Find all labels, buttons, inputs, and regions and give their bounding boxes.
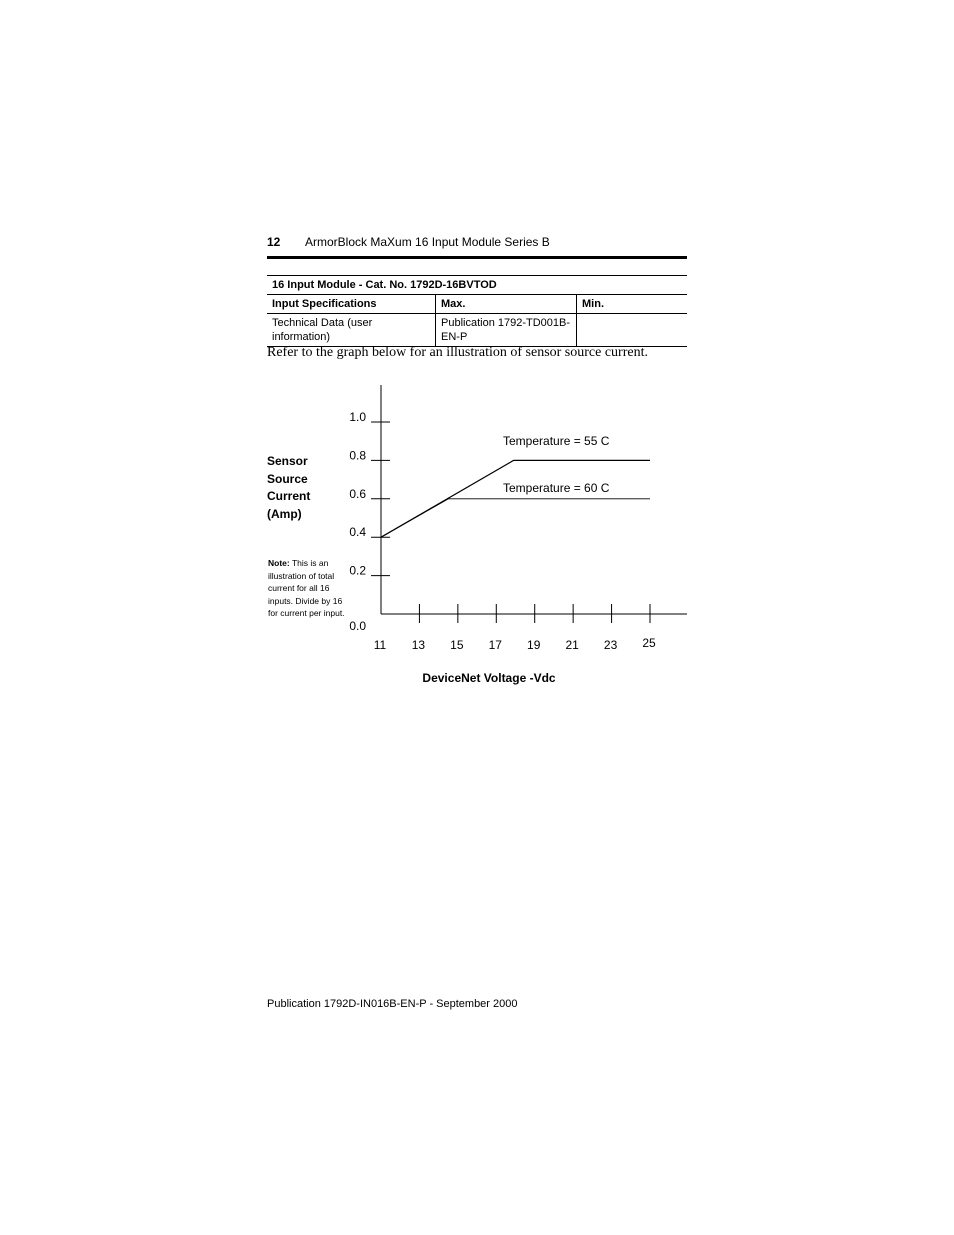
y-tick-label: 0.0 xyxy=(349,619,366,633)
x-tick-label: 25 xyxy=(642,636,656,650)
x-tick-label: 19 xyxy=(527,638,541,652)
spec-cell-max: Publication 1792-TD001B-EN-P xyxy=(436,314,577,347)
spec-header-input-specs: Input Specifications xyxy=(267,295,436,314)
note-label: Note: xyxy=(268,558,290,568)
spec-cell-label: Technical Data (user information) xyxy=(267,314,436,347)
y-axis-label-line: (Amp) xyxy=(267,506,302,521)
page-number: 12 xyxy=(267,235,281,249)
series-line xyxy=(381,499,650,537)
y-tick-label: 0.6 xyxy=(349,486,366,501)
y-axis-label-line: Source xyxy=(267,471,308,486)
y-tick-label: 0.4 xyxy=(349,525,366,540)
y-tick-label: 0.8 xyxy=(349,448,366,463)
x-axis-label: DeviceNet Voltage -Vdc xyxy=(422,671,556,685)
series-label: Temperature = 60 C xyxy=(503,481,610,495)
x-tick-label: 17 xyxy=(488,638,502,652)
y-tick-label: 0.2 xyxy=(349,563,366,578)
x-tick-label: 21 xyxy=(565,638,579,652)
note-text: This is an illustration of total current for all 16 inputs. Divide by 16 for current per input. xyxy=(268,558,345,618)
y-tick-label: 1.0 xyxy=(349,410,366,424)
series-label: Temperature = 55 C xyxy=(503,434,610,448)
y-axis-label-line: Current xyxy=(267,489,311,503)
x-tick-label: 13 xyxy=(411,638,426,652)
x-tick-label: 23 xyxy=(603,638,618,652)
x-tick-label: 15 xyxy=(450,638,464,652)
spec-table-title: 16 Input Module - Cat. No. 1792D-16BVTOD xyxy=(267,276,687,295)
spec-header-max: Max. xyxy=(436,295,577,314)
footer-publication: Publication 1792D-IN016B-EN-P - September 2000 xyxy=(267,998,518,1010)
y-axis-label-line: Sensor xyxy=(267,454,308,468)
spec-header-min: Min. xyxy=(577,295,688,314)
x-tick-label: 11 xyxy=(373,638,387,652)
document-title: ArmorBlock MaXum 16 Input Module Series B xyxy=(305,235,550,249)
intro-paragraph: Refer to the graph below for an illustration of sensor source current. xyxy=(267,345,648,360)
